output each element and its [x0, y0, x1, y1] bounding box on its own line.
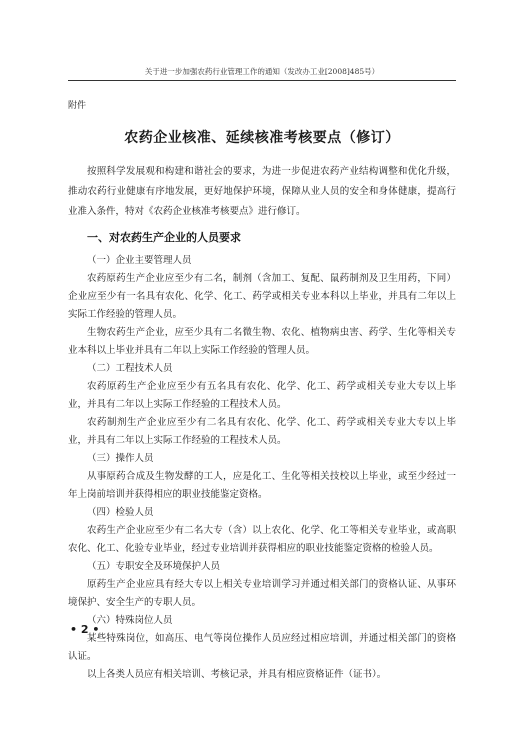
paragraph: 农药原药生产企业应至少有二名，制剂（含加工、复配、鼠药制剂及卫生用药，下同）企业应至少有一名具有农化、化学、化工、药学或相关专业本科以上毕业，并具有二年以上实际工作经验的管理人员。: [68, 273, 456, 320]
section-heading-1: 一、对农药生产企业的人员要求: [87, 231, 241, 244]
section-1-content: [68, 252, 456, 684]
attachment-label: 附件: [68, 101, 87, 111]
running-header: 关于进一步加强农药行业管理工作的通知（发改办工业[2008]485号）: [68, 66, 456, 81]
paragraph: 生物农药生产企业，应至少具有二名微生物、农化、植物病虫害、药学、生化等相关专业本科以上毕业并具有二年以上实际工作经验的管理人员。: [68, 327, 456, 356]
paragraph: 某些特殊岗位，如高压、电气等岗位操作人员应经过相应培训，并通过相关部门的资格认证。: [68, 633, 456, 662]
document-title: 农药企业核准、延续核准考核要点（修订）: [124, 130, 400, 146]
subheading-inspectors: （四）检验人员: [87, 507, 154, 518]
paragraph: 农药原药生产企业应至少有五名具有农化、化学、化工、药学或相关专业大专以上毕业，并具有二年以上实际工作经验的工程技术人员。: [68, 381, 456, 410]
intro-paragraph: 按照科学发展观和构建和谐社会的要求，为进一步促进农药产业结构调整和优化升级，推动农药行业健康有序地发展，更好地保护环境，保障从业人员的安全和身体健康，提高行业准入条件，特对《农药企业核准考核要点》进行修订。: [68, 166, 456, 217]
page-number: • 2 •: [70, 623, 100, 636]
subheading-operators: （三）操作人员: [87, 453, 154, 464]
paragraph: 农药制剂生产企业应至少有二名具有农化、化学、化工、药学或相关专业大专以上毕业，并具有二年以上实际工作经验的工程技术人员。: [68, 417, 456, 446]
document-body: [68, 98, 456, 684]
paragraph: 以上各类人员应有相关培训、考核记录，并具有相应资格证件（证书）。: [87, 669, 387, 680]
subheading-safety-environment: （五）专职安全及环境保护人员: [87, 561, 221, 572]
paragraph: 原药生产企业应具有经大专以上相关专业培训学习并通过相关部门的资格认证、从事环境保护、安全生产的专职人员。: [68, 579, 456, 608]
subheading-special-posts: （六）特殊岗位人员: [87, 615, 173, 626]
paragraph: 从事原药合成及生物发酵的工人，应是化工、生化等相关技校以上毕业，或至少经过一年上岗前培训并获得相应的职业技能鉴定资格。: [68, 471, 456, 500]
subheading-management: （一）企业主要管理人员: [87, 255, 192, 266]
subheading-engineering: （二）工程技术人员: [87, 363, 173, 374]
paragraph: 农药生产企业应至少有二名大专（含）以上农化、化学、化工等相关专业毕业，或高职农化、化工、化验专业毕业，经过专业培训并获得相应的职业技能鉴定资格的检验人员。: [68, 525, 456, 554]
